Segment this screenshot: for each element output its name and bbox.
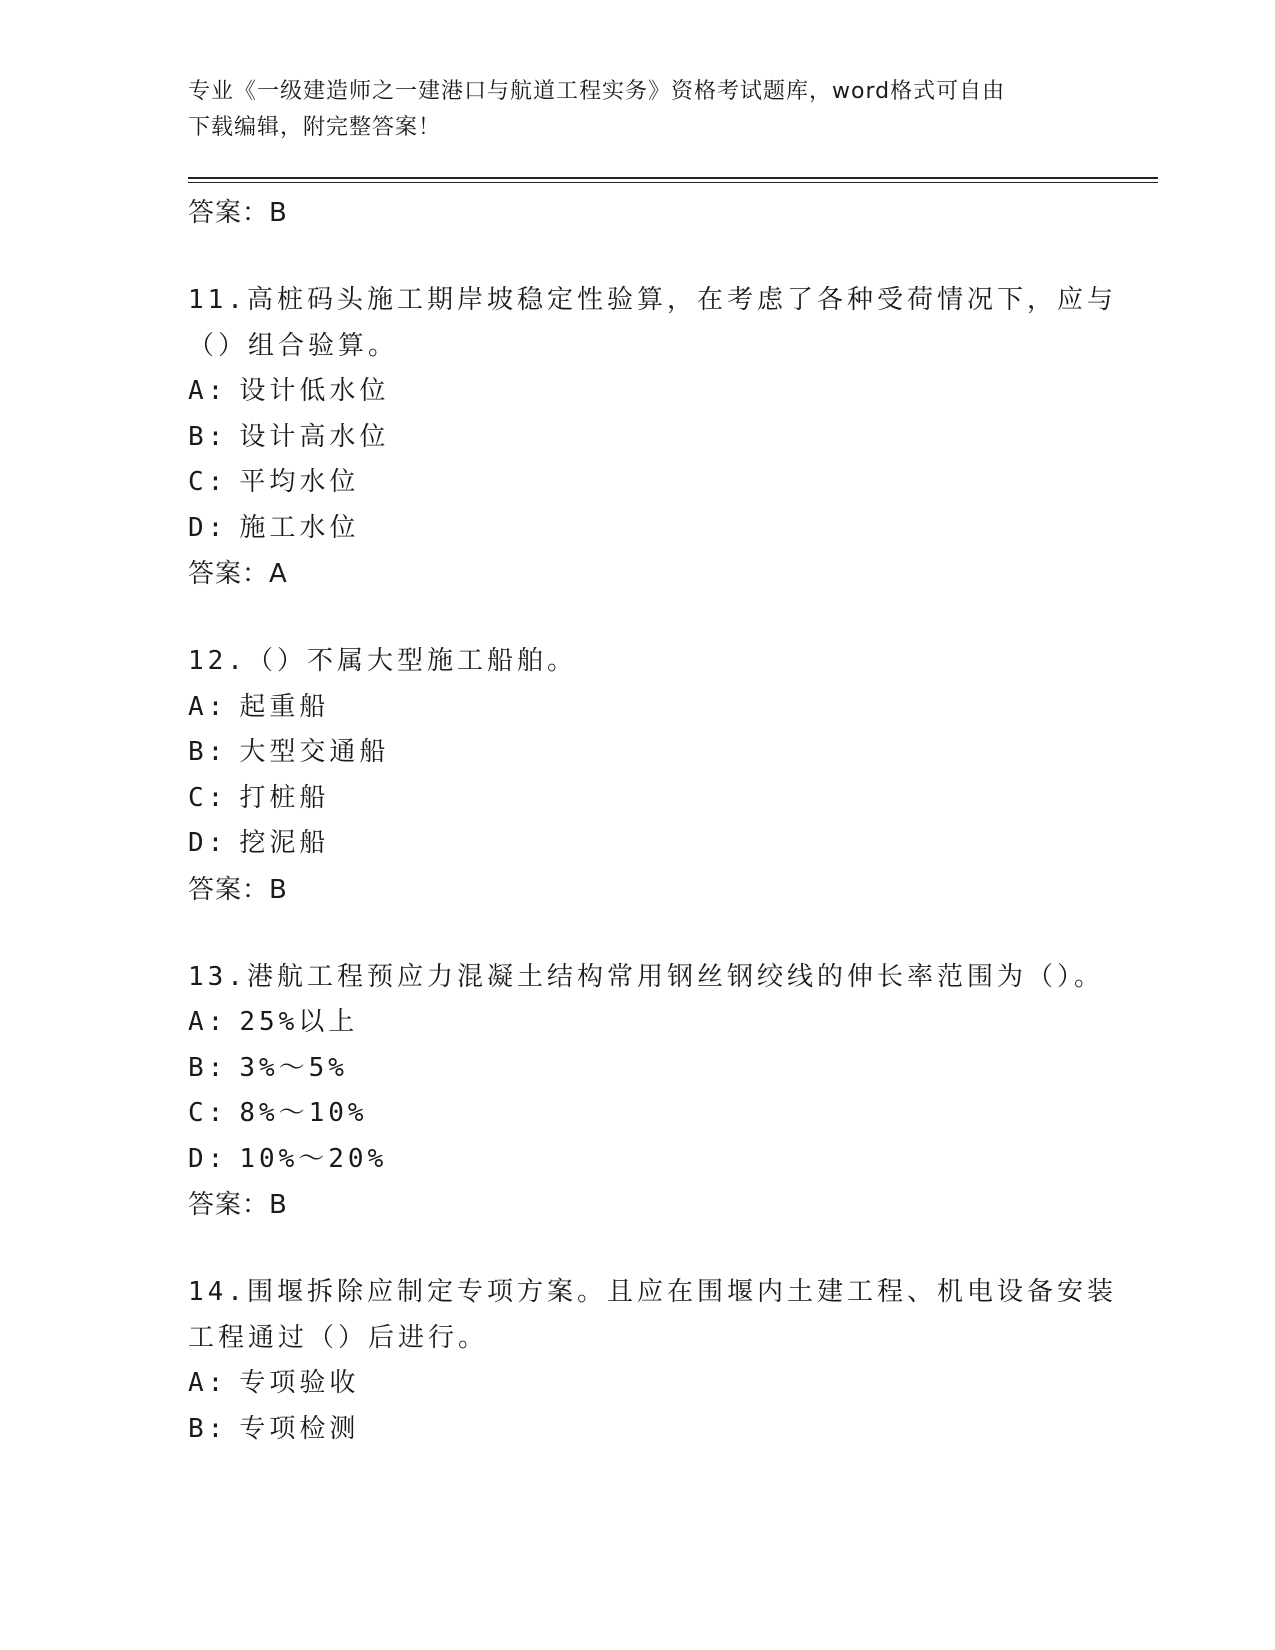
option-label: C: [188, 1098, 228, 1128]
option-text: 起重船 [239, 691, 330, 722]
option-label: C: [188, 467, 228, 497]
option-text: 专项检测 [239, 1413, 360, 1444]
header-rule-thick [188, 177, 1158, 179]
option-a [188, 1361, 1128, 1407]
option-label: D: [188, 828, 228, 858]
question-stem-continued: 工程通过（）后进行。 [188, 1322, 489, 1353]
option-b [188, 1407, 1128, 1453]
option-d [188, 1137, 1128, 1183]
option-b [188, 1046, 1128, 1092]
question-12 [188, 639, 1128, 913]
header-line-1: 专业《一级建造师之一建港口与航道工程实务》资格考试题库，word格式可自由 [188, 79, 1006, 104]
option-text: 挖泥船 [239, 828, 330, 858]
document-header [188, 74, 1068, 146]
option-text: 设计高水位 [239, 421, 390, 452]
header-line-2: 下载编辑，附完整答案！ [188, 115, 442, 140]
question-answer: 答案：A [188, 559, 288, 589]
option-label: A: [188, 1007, 228, 1037]
option-b [188, 730, 1128, 776]
question-answer: 答案：B [188, 1190, 288, 1220]
option-text: 大型交通船 [239, 737, 390, 767]
option-b [188, 415, 1128, 461]
option-label: B: [188, 421, 228, 452]
option-text: 施工水位 [239, 512, 360, 543]
option-label: A: [188, 376, 228, 406]
previous-answer: 答案：B [188, 198, 288, 228]
option-a [188, 685, 1128, 731]
option-label: C: [188, 782, 228, 813]
question-stem: 12.（）不属大型施工船舶。 [188, 646, 577, 676]
option-text: 专项验收 [239, 1368, 360, 1398]
question-14 [188, 1270, 1128, 1452]
question-13 [188, 955, 1128, 1229]
option-c [188, 1091, 1128, 1137]
question-stem: 14.围堰拆除应制定专项方案。且应在围堰内土建工程、机电设备安装 [188, 1277, 1117, 1307]
option-text: 8%～10% [239, 1098, 368, 1128]
header-rule-thin [188, 182, 1158, 183]
option-text: 设计低水位 [239, 376, 390, 406]
option-text: 打桩船 [239, 782, 330, 813]
option-c [188, 460, 1128, 506]
option-label: D: [188, 512, 228, 543]
option-text: 10%～20% [239, 1143, 388, 1174]
option-text: 3%～5% [239, 1052, 348, 1083]
question-11 [188, 278, 1128, 597]
option-a [188, 369, 1128, 415]
option-c [188, 776, 1128, 822]
option-d [188, 506, 1128, 552]
question-list [188, 190, 1128, 1452]
option-label: A: [188, 691, 228, 722]
question-stem-continued: （）组合验算。 [188, 330, 399, 361]
option-label: B: [188, 1413, 228, 1444]
option-label: D: [188, 1143, 228, 1174]
option-label: B: [188, 737, 228, 767]
option-text: 25%以上 [239, 1007, 359, 1037]
option-label: A: [188, 1368, 228, 1398]
question-stem: 13.港航工程预应力混凝土结构常用钢丝钢绞线的伸长率范围为（）。 [188, 961, 1104, 992]
option-label: B: [188, 1052, 228, 1083]
question-answer: 答案：B [188, 874, 288, 905]
question-stem: 11.高桩码头施工期岸坡稳定性验算，在考虑了各种受荷情况下，应与 [188, 285, 1117, 315]
option-text: 平均水位 [239, 467, 360, 497]
option-d [188, 821, 1128, 867]
option-a [188, 1000, 1128, 1046]
